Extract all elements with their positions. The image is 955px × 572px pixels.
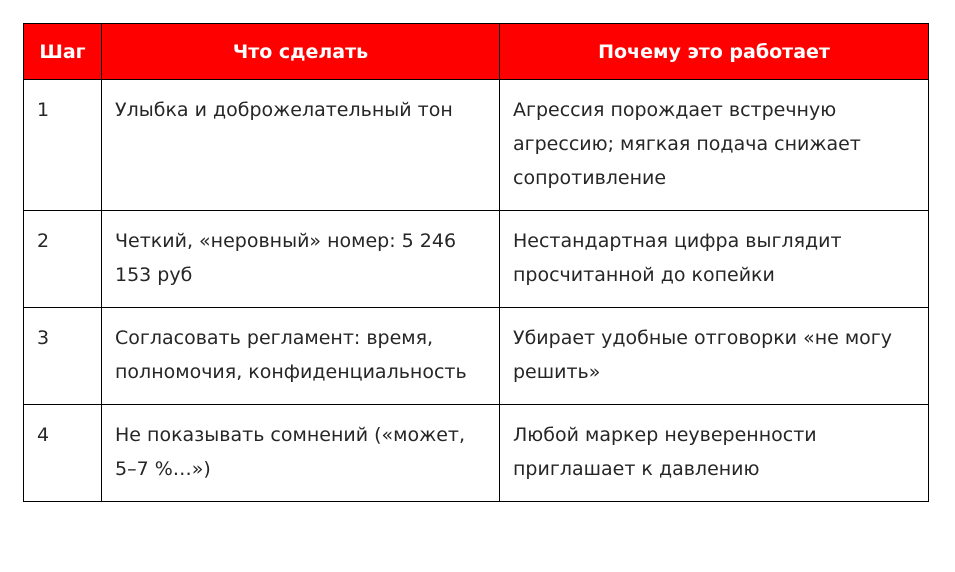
header-reason: Почему это работает [500,24,929,80]
action-cell: Не показывать сомнений («может, 5–7 %…») [102,405,500,502]
table-row [24,80,929,211]
reason-cell: Нестандартная цифра выглядит просчитанной до копейки [500,211,929,308]
table-header [24,24,929,80]
step-number-cell: 1 [24,80,102,211]
header-row [24,24,929,80]
step-number-cell: 3 [24,308,102,405]
table-row [24,405,929,502]
header-action: Что сделать [102,24,500,80]
step-number-cell: 4 [24,405,102,502]
table-row [24,308,929,405]
table-row [24,211,929,308]
table-body [24,80,929,502]
reason-cell: Любой маркер неуверенности приглашает к давлению [500,405,929,502]
action-cell: Улыбка и доброжелательный тон [102,80,500,211]
header-step: Шаг [24,24,102,80]
action-cell: Четкий, «неровный» номер: 5 246 153 руб [102,211,500,308]
steps-table [23,23,929,502]
action-cell: Согласовать регламент: время, полномочия, конфиденциальность [102,308,500,405]
step-number-cell: 2 [24,211,102,308]
reason-cell: Убирает удобные отговорки «не могу решить» [500,308,929,405]
reason-cell: Агрессия порождает встречную агрессию; мягкая подача снижает сопротивление [500,80,929,211]
